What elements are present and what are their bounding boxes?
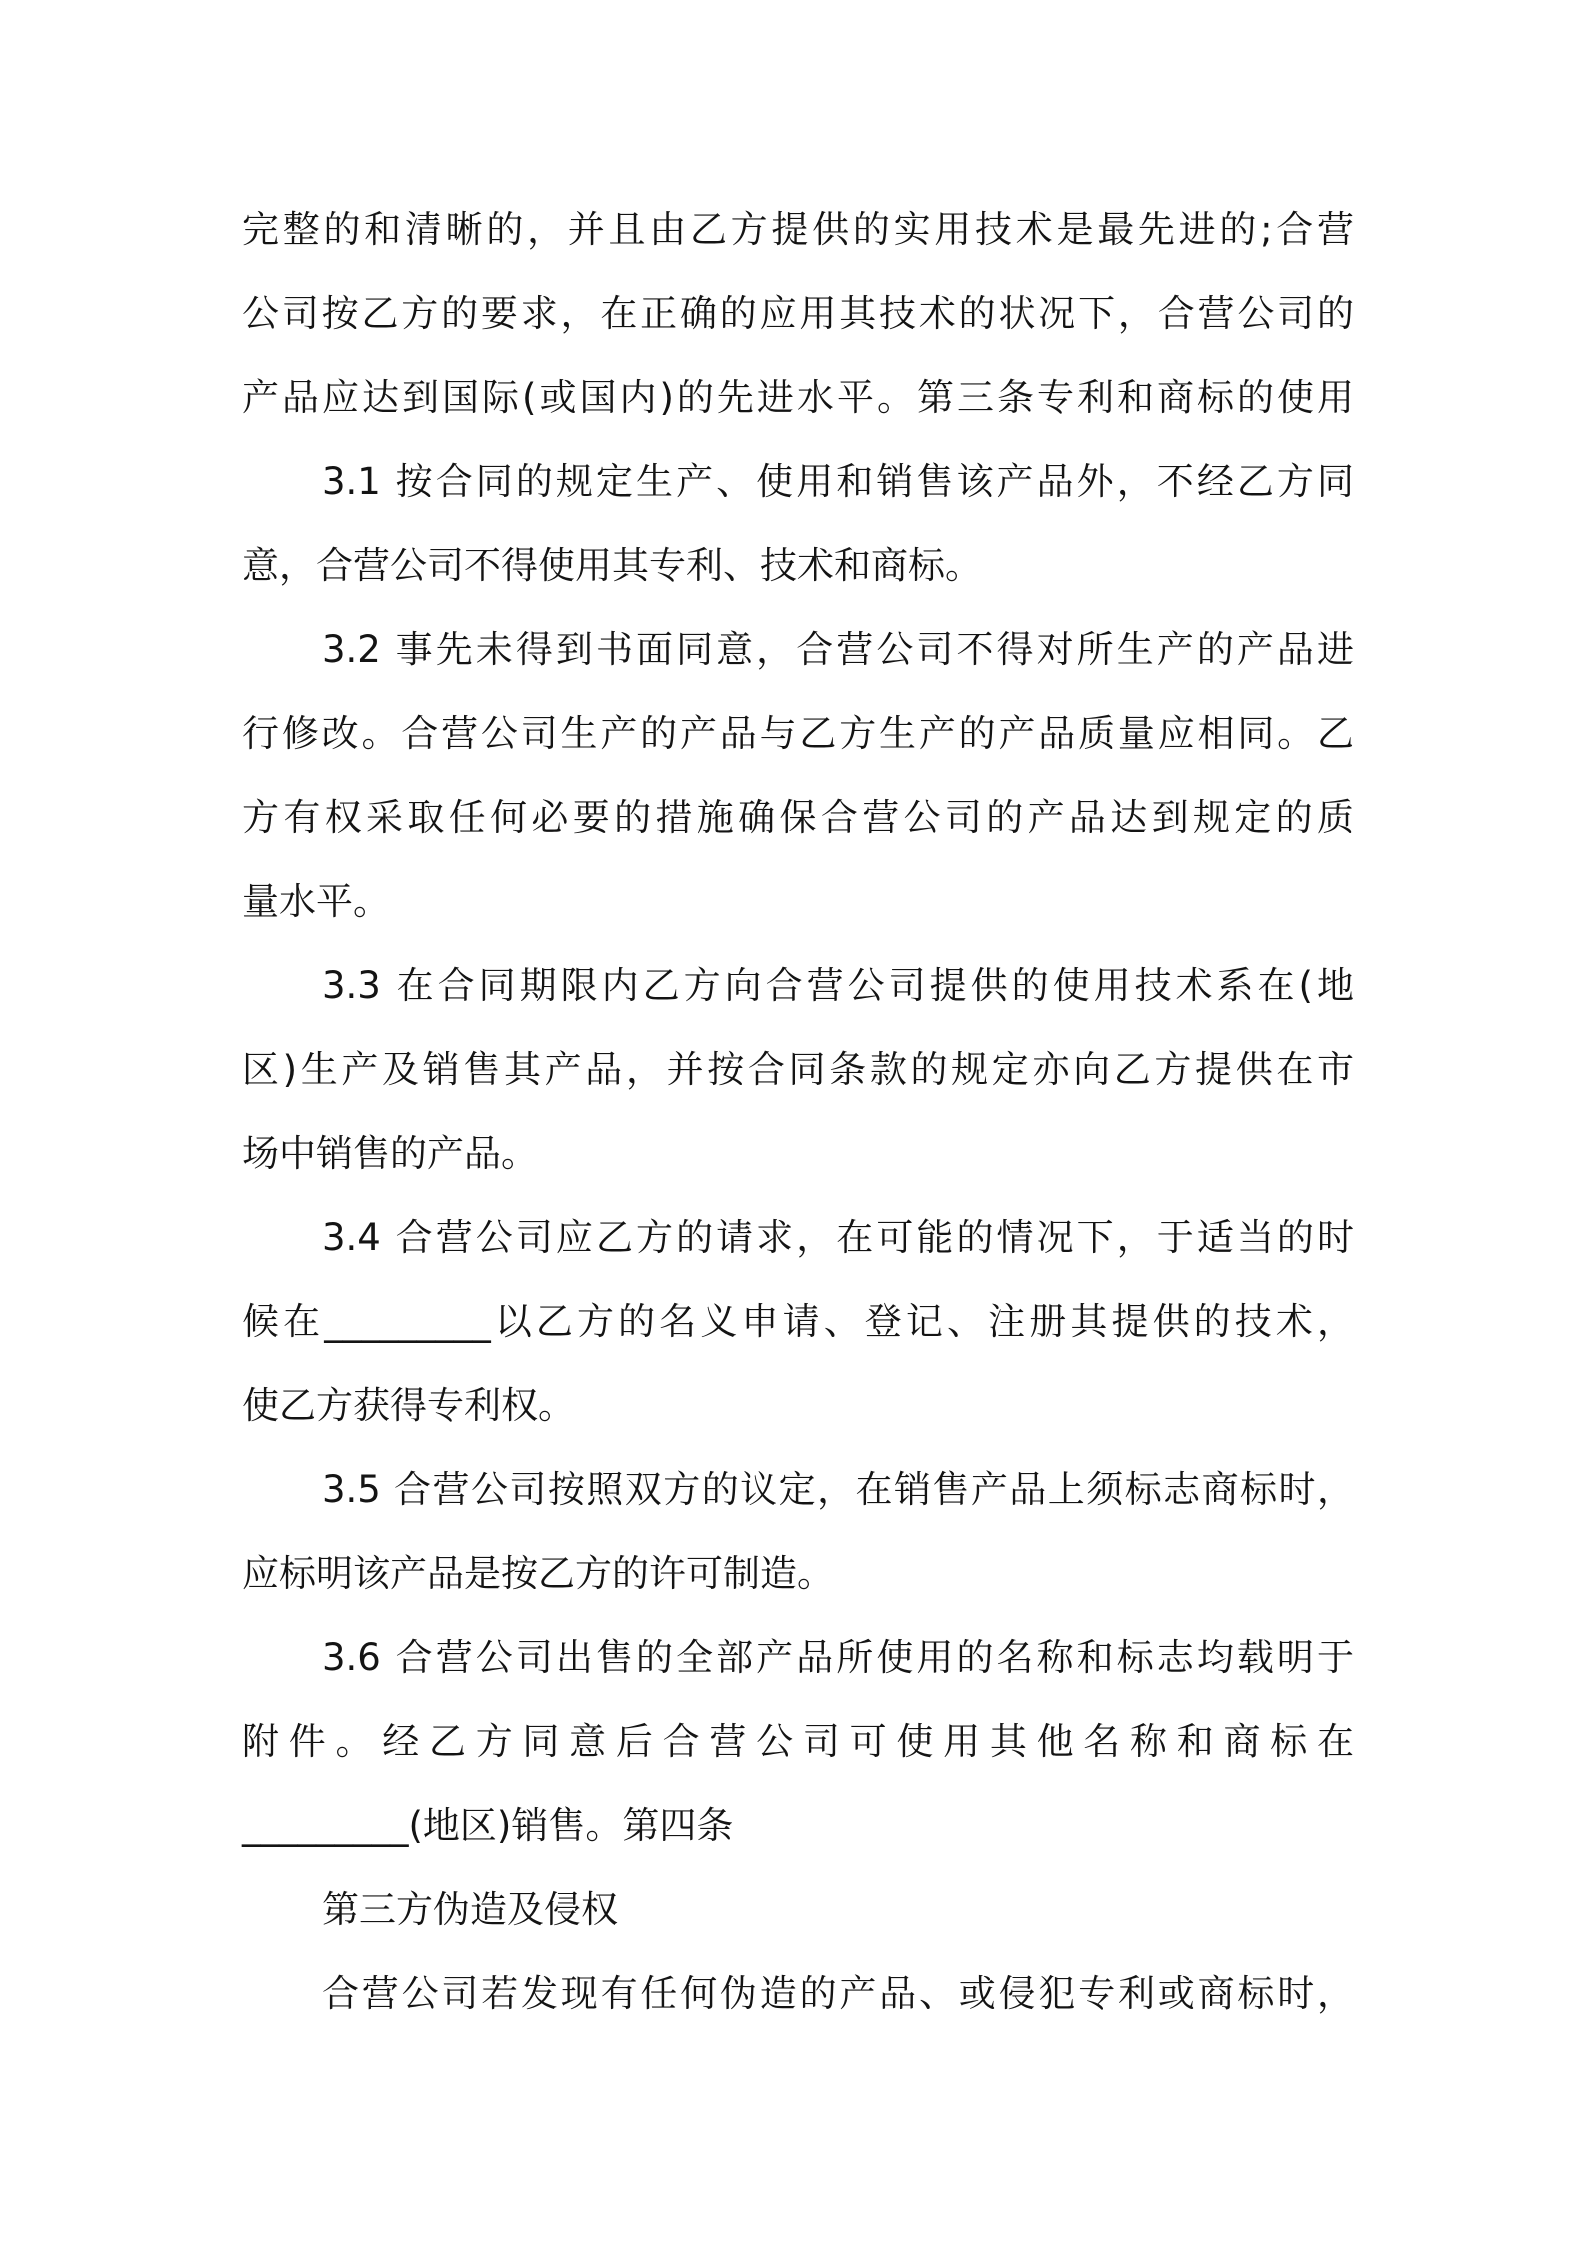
text-line: 应标明该产品是按乙方的许可制造。 [242,1552,834,1595]
text-line: 产品应达到国际(或国内)的先进水平。第三条专利和商标的使用 [242,376,1354,419]
text-line: 合营公司若发现有任何伪造的产品、或侵犯专利或商标时， [322,1972,1354,2015]
text-line: 3.4 合营公司应乙方的请求，在可能的情况下，于适当的时 [322,1216,1354,1259]
text-line: 场中销售的产品。 [242,1132,538,1175]
text-line: 3.1 按合同的规定生产、使用和销售该产品外，不经乙方同 [322,460,1354,503]
text-line: 候在_________以乙方的名义申请、登记、注册其提供的技术， [242,1300,1354,1343]
text-line: 完整的和清晰的，并且由乙方提供的实用技术是最先进的;合营 [242,208,1354,251]
text-line: 3.6 合营公司出售的全部产品所使用的名称和标志均载明于 [322,1636,1354,1679]
text-line: _________(地区)销售。第四条 [242,1804,734,1847]
text-line: 意，合营公司不得使用其专利、技术和商标。 [242,544,982,587]
document-body [242,188,1354,2036]
text-line: 量水平。 [242,880,390,923]
text-line: 使乙方获得专利权。 [242,1384,575,1427]
text-line: 公司按乙方的要求，在正确的应用其技术的状况下，合营公司的 [242,292,1354,335]
text-line: 3.2 事先未得到书面同意，合营公司不得对所生产的产品进 [322,628,1354,671]
text-line: 区)生产及销售其产品，并按合同条款的规定亦向乙方提供在市 [242,1048,1354,1091]
text-line: 行修改。合营公司生产的产品与乙方生产的产品质量应相同。乙 [242,712,1354,755]
text-line: 3.3 在合同期限内乙方向合营公司提供的使用技术系在(地 [322,964,1354,1007]
text-line: 第三方伪造及侵权 [322,1888,618,1931]
text-line: 3.5 合营公司按照双方的议定，在销售产品上须标志商标时， [322,1468,1354,1511]
text-line: 方有权采取任何必要的措施确保合营公司的产品达到规定的质 [242,796,1354,839]
text-line: 附件。经乙方同意后合营公司可使用其他名称和商标在 [242,1720,1354,1763]
